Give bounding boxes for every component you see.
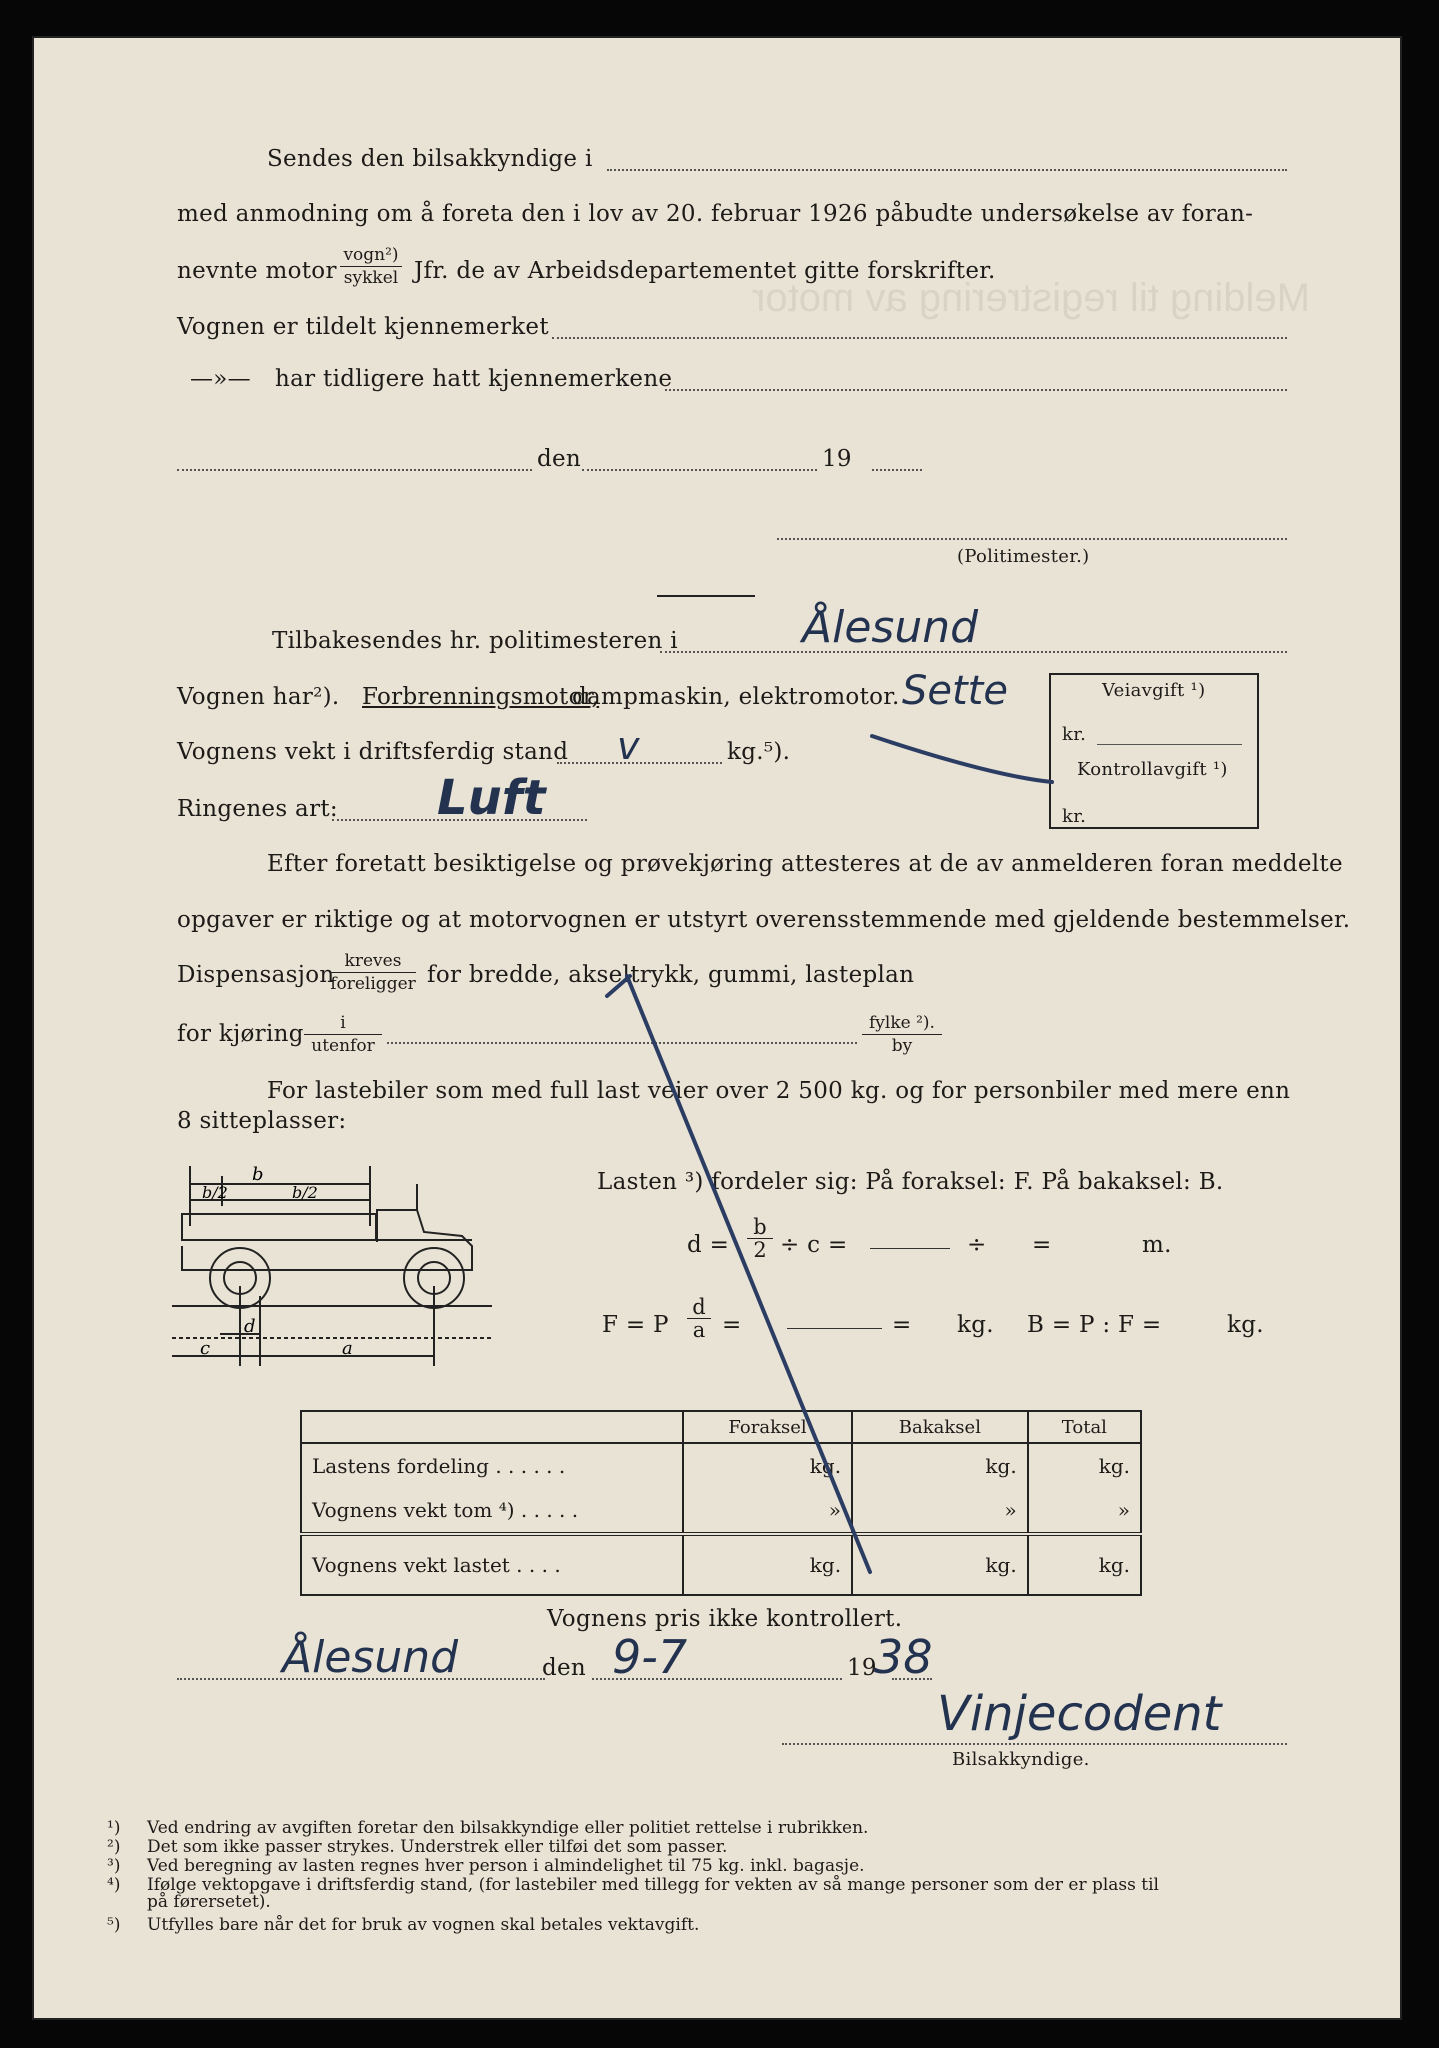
veiavgift-kr: kr.: [1062, 724, 1087, 745]
diagram-label-d: d: [244, 1316, 256, 1337]
handwritten-date: 9-7: [612, 1630, 688, 1684]
handwritten-ringenes: Luft: [437, 770, 546, 826]
year-label-2: 19: [847, 1655, 877, 1681]
dispensasjon-text: for bredde, akseltrykk, gummi, lasteplan: [427, 962, 915, 988]
document-page: [32, 36, 1402, 2020]
cell-lastens-foraksel[interactable]: kg.: [683, 1443, 852, 1488]
f-formula-lhs: F = P: [602, 1312, 669, 1338]
handwritten-city-1: Ålesund: [802, 602, 979, 653]
cell-lastet-bakaksel[interactable]: kg.: [852, 1534, 1028, 1595]
diagram-label-c: c: [200, 1338, 211, 1359]
kontrollavgift-label: Kontrollavgift ¹): [1077, 759, 1228, 780]
cell-tom-foraksel[interactable]: »: [683, 1488, 852, 1534]
den-label-2: den: [542, 1655, 587, 1681]
pen-strikethrough-strokes: [32, 36, 1402, 2020]
b-formula: B = P : F =: [1027, 1312, 1162, 1338]
nevnte-label: nevnte motor: [177, 258, 337, 284]
table-header-bakaksel: Bakaksel: [852, 1411, 1028, 1443]
kontrollavgift-kr: kr.: [1062, 806, 1087, 827]
attest-line-1: Efter foretatt besiktigelse og prøvekjøring attesteres at de av anmelderen foran meddelte: [267, 851, 1343, 877]
row-label-lastens: Lastens fordeling . . . . . .: [301, 1443, 683, 1488]
lasten-text: Lasten ³) fordeler sig: På foraksel: F. På bakaksel: B.: [597, 1169, 1224, 1195]
vekt-unit: kg.⁵).: [727, 739, 791, 765]
handwritten-vekt: v: [617, 724, 640, 768]
bleed-through-text: Melding til registrering av motor: [752, 276, 1310, 320]
b-formula-unit: kg.: [1227, 1312, 1264, 1338]
d-formula-div: ÷: [967, 1232, 987, 1258]
politimester-label: (Politimester.): [957, 546, 1090, 567]
d-formula-rest: ÷ c =: [780, 1232, 848, 1258]
d-over-a-fraction: $\frac{d}{a}$: [687, 1296, 711, 1341]
vognen-har-label: Vognen har²).: [177, 684, 340, 710]
kjoring-label: for kjøring: [177, 1021, 304, 1047]
f-formula-eq-1: =: [722, 1312, 742, 1338]
i-utenfor-fraction: i utenfor: [304, 1012, 382, 1057]
cell-lastet-total[interactable]: kg.: [1028, 1534, 1141, 1595]
vogn-sykkel-fraction: vogn²) sykkel: [340, 244, 402, 289]
dispensasjon-label: Dispensasjon: [177, 962, 335, 988]
d-formula-eq: =: [1032, 1232, 1052, 1258]
lastebiler-line-2: 8 sitteplasser:: [177, 1108, 347, 1134]
pris-note: Vognens pris ikke kontrollert.: [547, 1606, 903, 1632]
cell-lastet-foraksel[interactable]: kg.: [683, 1534, 852, 1595]
diagram-label-b-half-1: b/2: [202, 1183, 228, 1202]
tidligere-symbol: —»—: [190, 366, 251, 392]
cell-tom-bakaksel[interactable]: »: [852, 1488, 1028, 1534]
d-formula-unit: m.: [1142, 1232, 1172, 1258]
diagram-label-b: b: [252, 1166, 264, 1185]
diagram-label-a: a: [342, 1338, 353, 1359]
motor-type-underlined: Forbrenningsmotor,: [362, 684, 600, 710]
cell-tom-total[interactable]: »: [1028, 1488, 1141, 1534]
row-label-tom: Vognens vekt tom ⁴) . . . . .: [301, 1488, 683, 1534]
row-label-lastet: Vognens vekt lastet . . . .: [301, 1534, 683, 1595]
f-formula-eq-2: =: [892, 1312, 912, 1338]
lastebiler-line-1: For lastebiler som med full last veier over 2 500 kg. og for personbiler med mere enn: [267, 1078, 1291, 1104]
diagram-label-b-half-2: b/2: [292, 1183, 318, 1202]
d-formula-lhs: d =: [687, 1232, 730, 1258]
cell-lastens-bakaksel[interactable]: kg.: [852, 1443, 1028, 1488]
f-formula-unit: kg.: [957, 1312, 994, 1338]
kreves-foreligger-fraction: kreves foreligger: [330, 951, 416, 994]
vekt-label: Vognens vekt i driftsferdig stand: [177, 739, 569, 765]
b-over-2-fraction: $\frac{b}{2}$: [747, 1216, 773, 1261]
ringenes-label: Ringenes art:: [177, 796, 338, 822]
fylke-by-fraction: fylke ²). by: [862, 1012, 942, 1057]
tidligere-label: har tidligere hatt kjennemerkene: [275, 366, 673, 392]
handwritten-year: 38: [874, 1630, 933, 1684]
table-header-total: Total: [1028, 1411, 1141, 1443]
year-label-1: 19: [822, 446, 852, 472]
forskrifter-text: Jfr. de av Arbeidsdepartementet gitte forskrifter.: [414, 258, 996, 284]
bilsakkyndige-label: Bilsakkyndige.: [952, 1749, 1090, 1770]
tilbakesendes-label: Tilbakesendes hr. politimesteren i: [272, 628, 678, 654]
den-label-1: den: [537, 446, 582, 472]
handwritten-motor-note: Sette: [902, 668, 1008, 714]
request-line: med anmodning om å foreta den i lov av 20. februar 1926 påbudte undersøkelse av foran-: [177, 201, 1254, 227]
motor-type-rest: dampmaskin, elektromotor.: [572, 684, 900, 710]
handwritten-city-2: Ålesund: [282, 1632, 459, 1683]
sendes-label: Sendes den bilsakkyndige i: [267, 146, 593, 172]
attest-line-2: opgaver er riktige og at motorvognen er utstyrt overensstemmende med gjeldende bestemmelser.: [177, 907, 1351, 933]
cell-lastens-total[interactable]: kg.: [1028, 1443, 1141, 1488]
handwritten-signature: Vinjecodent: [937, 1686, 1222, 1742]
veiavgift-label: Veiavgift ¹): [1102, 680, 1206, 701]
table-header-foraksel: Foraksel: [683, 1411, 852, 1443]
footnotes: ¹) Ved endring av avgiften foretar den bilsakkyndige eller politiet rettelse i rubrikken. ²) Det som ikke passer strykes. Understrek eller tilføi det som passer. ³) Ved beregning av lasten regnes hver person i almindelighet til 75 kg. inkl. bagasje. ⁴) Ifølge vektopgave i driftsferdig stand, (for lastebiler med tillegg for vekten av så mange personer som der er plass til på førersetet). ⁵) Utfylles bare når det for bruk av vognen skal betales vektavgift.: [107, 1818, 1159, 1935]
kjennemerket-label: Vognen er tildelt kjennemerket: [177, 314, 549, 340]
